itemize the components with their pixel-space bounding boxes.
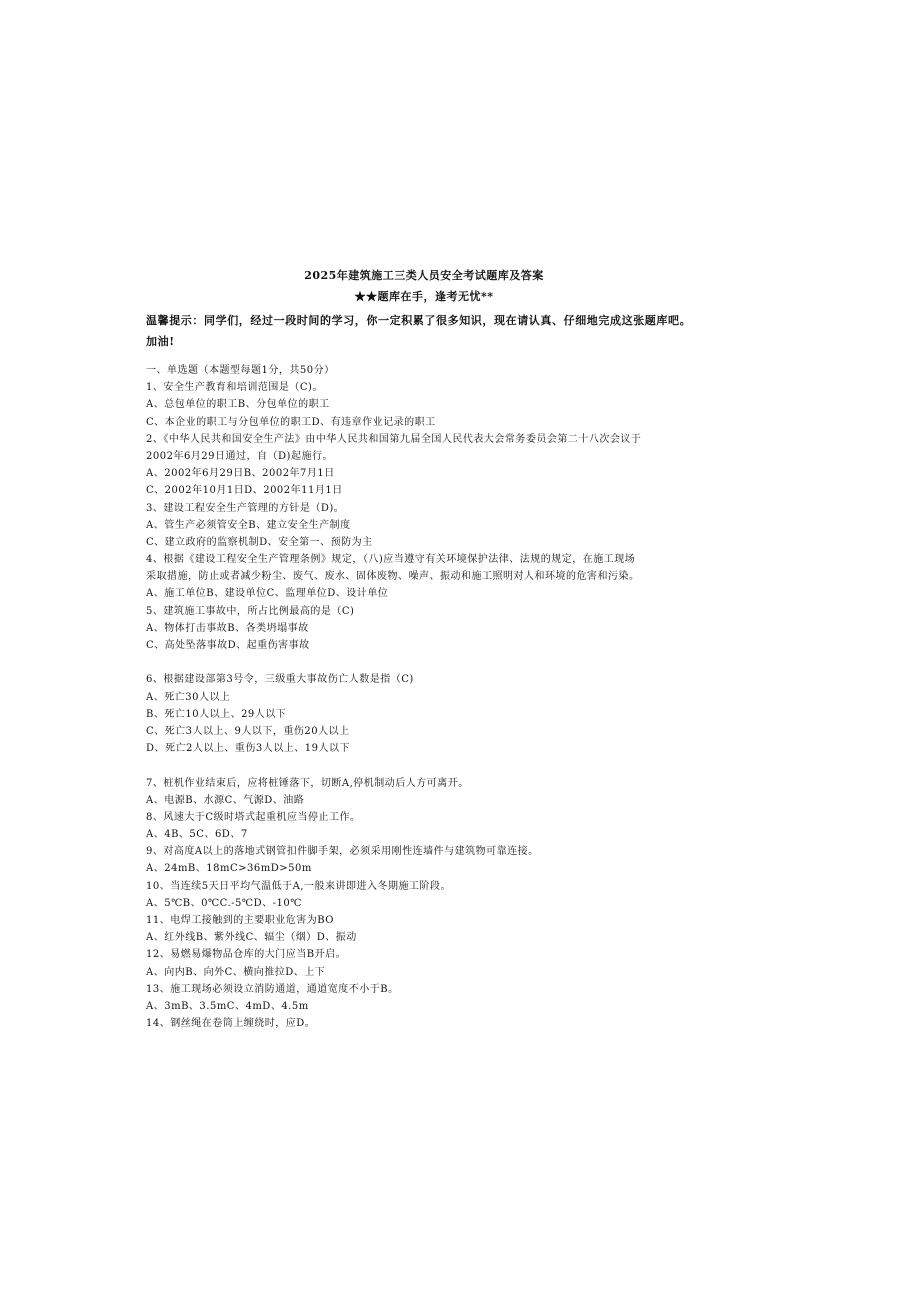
- text-line: A、死亡30人以上: [146, 691, 231, 703]
- text-line: A、2002年6月29日B、2002年7月1日: [146, 468, 335, 480]
- warm-tip-line: 温馨提示：同学们，经过一段时间的学习，你一定积累了很多知识，现在请认真、仔细地完成这张题库吧。: [146, 314, 692, 327]
- text-line: 10、当连续5天日平均气温低于A,一般来讲即进入冬期施工阶段。: [146, 880, 451, 892]
- text-line: 7、桩机作业结束后，应将桩锤落下，切断A,停机制动后人方可离开。: [146, 777, 469, 789]
- text-line: D、死亡2人以上、重伤3人以上、19人以下: [146, 743, 350, 755]
- text-line: A、红外线B、紫外线C、辐尘（烟）D、振动: [146, 932, 357, 944]
- text-line: 6、根据建设部第3号令，三级重大事故伤亡人数是指（C): [146, 674, 414, 686]
- text-line: A、3mB、3.5mC、4mD、4.5m: [146, 1000, 309, 1012]
- text-line: A、4B、5C、6D、7: [146, 829, 248, 841]
- text-line: 12、易燃易爆物品仓库的大门应当B开启。: [146, 949, 347, 961]
- text-line: 14、钢丝绳在卷筒上缠绕时，应D。: [146, 1018, 316, 1030]
- text-line: A、施工单位B、建设单位C、监理单位D、设计单位: [146, 588, 389, 600]
- text-line: 8、风速大于C级时塔式起重机应当停止工作。: [146, 811, 361, 823]
- text-line: A、向内B、向外C、横向推拉D、上下: [146, 966, 326, 978]
- text-line: 11、电焊工接触到的主要职业危害为BO: [146, 915, 334, 926]
- document-subtitle: ★★题库在手，逢考无忧**: [354, 290, 494, 303]
- text-line: A、电源B、水源C、气源D、油路: [146, 794, 305, 806]
- text-line: 1、安全生产教育和培训范围是（C)。: [146, 382, 323, 394]
- text-line: B、死亡10人以上、29人以下: [146, 708, 287, 720]
- text-line: A、5℃B、0℃C.-5℃D、-10℃: [146, 897, 302, 909]
- text-line: 采取措施，防止或者减少粉尘、废气、废水、固体废物、噪声、振动和施工照明对人和环境的危害和污染。: [146, 571, 640, 583]
- text-line: 9、对高度A以上的落地式钢管扣件脚手架，必须采用刚性连墙件与建筑物可靠连接。: [146, 846, 539, 858]
- text-line: 一、单选题（本题型每题1分，共50分）: [146, 365, 335, 376]
- text-line: 4、根据《建设工程安全生产管理条例》规定，（八)应当遵守有关环境保护法律、法规的规定，在施工现场: [146, 554, 636, 566]
- text-line: C、建立政府的监察机制D、安全第一、预防为主: [146, 536, 373, 548]
- text-line: A、24mB、18mC>36mD>50m: [146, 863, 312, 875]
- text-line: C、高处坠落事故D、起重伤害事故: [146, 640, 310, 651]
- text-line: 5、建筑施工事故中，所占比例最高的是（C): [146, 605, 355, 617]
- text-line: C、死亡3人以上、9人以下，重伤20人以上: [146, 725, 350, 737]
- warm-tip: [146, 310, 706, 352]
- text-line: 2002年6月29日通过，自（D)起施行。: [146, 450, 333, 462]
- text-line: C、2002年10月1日D、2002年11月1日: [146, 485, 343, 497]
- text-line: 13、施工现场必须设立消防通道，通道宽度不小于B。: [146, 983, 399, 995]
- warm-tip-line: 加油!: [146, 335, 175, 348]
- text-line: A、物体打击事故B、各类坍塌事故: [146, 622, 309, 634]
- text-line: A、总包单位的职工B、分包单位的职工: [146, 399, 330, 411]
- text-line: 2、《中华人民共和国安全生产法》由中华人民共和国第九届全国人民代表大会常务委员会第二十八次会议于: [146, 433, 642, 445]
- document-title: 2025年建筑施工三类人员安全考试题库及答案: [304, 269, 544, 282]
- question-list: [146, 362, 716, 1032]
- blank-line: [146, 757, 716, 774]
- text-line: A、管生产必须管安全B、建立安全生产制度: [146, 519, 351, 531]
- text-line: 3、建设工程安全生产管理的方针是（D)。: [146, 502, 345, 514]
- blank-line: [146, 654, 716, 671]
- text-line: C、本企业的职工与分包单位的职工D、有违章作业记录的职工: [146, 416, 436, 428]
